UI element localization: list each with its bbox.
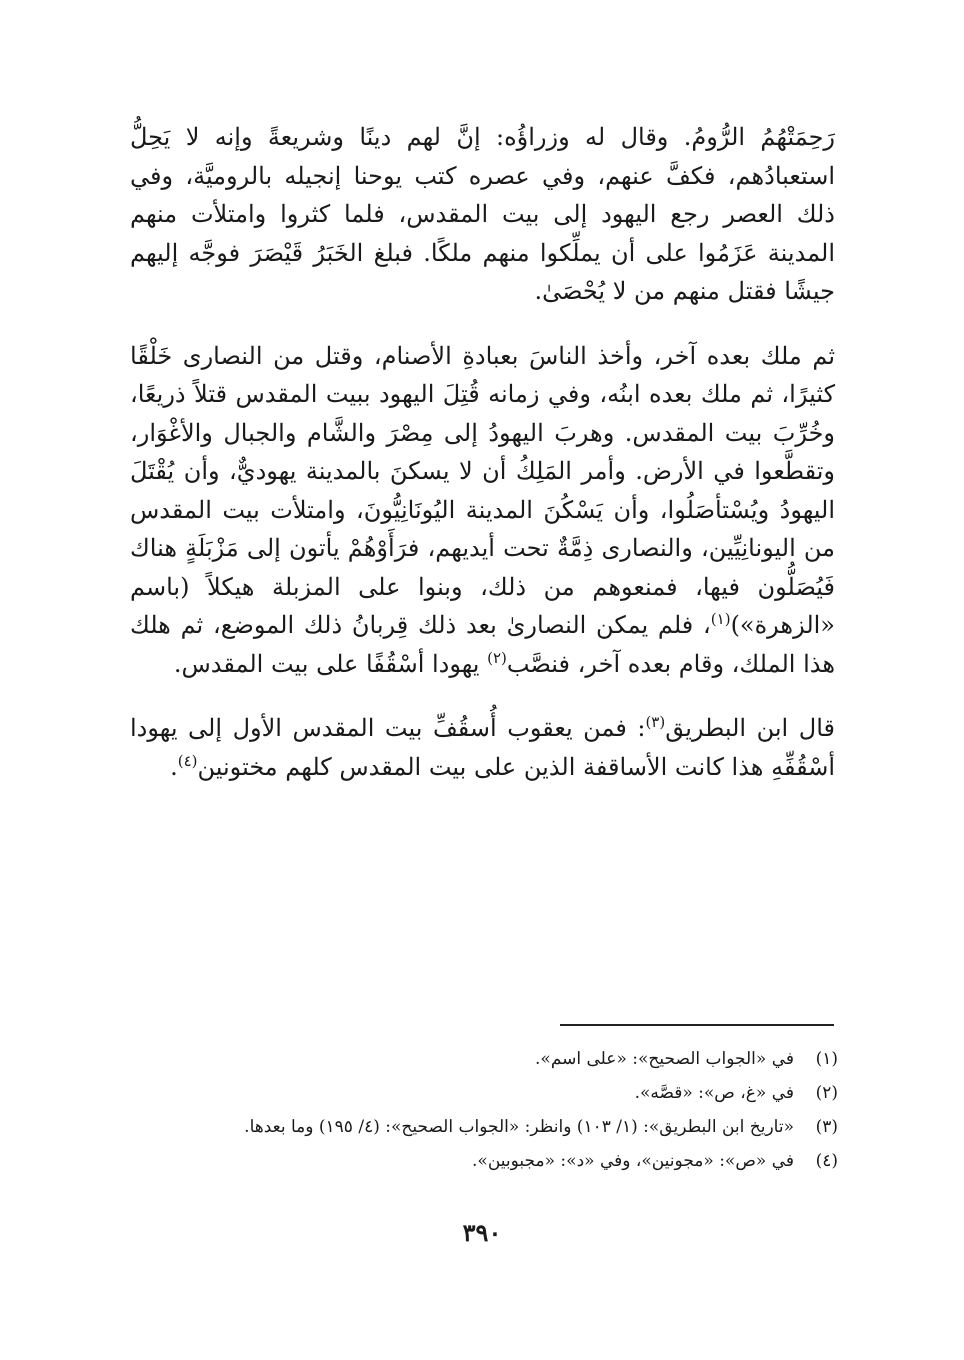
footnote-3-number: (٣) (815, 1117, 838, 1137)
footnote-4 (133, 1144, 838, 1178)
paragraph-2-text-c: يهودا أسْقُفًا على بيت المقدس. (173, 649, 488, 678)
paragraph-1-text: رَحِمَتْهُمُ الرُّومُ. وقال له وزراؤُه: إنَّ لهم دينًا وشريعةً وإنه لا يَحِلُّ استعبادُهم، فكفَّ عنهم، وفي عصره كتب يوحنا إنجيله بالروميَّة، وفي ذلك العصر رجع اليهود إلى بيت المقدس، فلما كثروا وامتلأت منهم المدينة عَزَمُوا على أن يملِّكوا منهم ملكًا. فبلغ الخَبَرُ قَيْصَرَ فوجَّه إليهم جيشًا فقتل منهم من لا يُحْصَىٰ. (130, 123, 835, 305)
footnotes (133, 1042, 838, 1178)
footnote-ref-4: (٤) (177, 751, 198, 770)
page-number: ٣٩٠ (462, 1218, 502, 1247)
footnote-4-text: في «ص»: «مجونين»، وفي «د»: «مجبوبين». (472, 1151, 794, 1171)
footnote-1-number: (١) (815, 1049, 838, 1069)
footnote-1 (133, 1042, 838, 1076)
footnote-2-number: (٢) (815, 1083, 838, 1103)
footnote-ref-3: (٣) (645, 713, 666, 731)
page-body (130, 118, 835, 786)
footnote-2-text: في «غ، ص»: «قصَّه». (634, 1083, 794, 1103)
paragraph-3 (130, 709, 835, 786)
footnote-divider (560, 1024, 834, 1026)
paragraph-3-text-c: . (170, 752, 178, 781)
paragraph-1 (130, 118, 835, 311)
footnote-ref-1: (١) (710, 610, 731, 628)
paragraph-2-text-a: ثم ملك بعده آخر، وأخذ الناسَ بعبادةِ الأصنام، وقتل من النصارى خَلْقًا كثيرًا، ثم ملك بعده ابنُه، وفي زمانه قُتِلَ اليهود ببيت المقدس قتلاً ذريعًا، وخُرِّبَ بيت المقدس. وهربَ اليهودُ إلى مِصْرَ والشَّام والجبال والأغْوَار، وتقطَّعوا في الأرض. وأمر المَلِكُ أن لا يسكنَ بالمدينة يهوديٌّ، وأن يُقْتَلَ اليهودُ ويُسْتأصَلُوا، وأن يَسْكُنَ المدينة اليُونَانِيُّونَ، وامتلأت بيت المقدس من اليونانِيِّين، والنصارى ذِمَّةٌ تحت أيديهم، فرَأَوْهُمْ يأتون إلى مَزْبَلَةٍ هناك فَيُصَلُّون فيها، فمنعوهم من ذلك، وبنوا على المزبلة هيكلاً (باسم «الزهرة») (130, 341, 835, 639)
footnote-ref-2: (٢) (487, 648, 507, 667)
footnote-1-text: في «الجواب الصحيح»: «على اسم». (535, 1049, 794, 1069)
footnote-3-text: «تاريخ ابن البطريق»: (١/ ١٠٣) وانظر: «الجواب الصحيح»: (٤/ ١٩٥) وما بعدها. (244, 1117, 794, 1137)
paragraph-2-text-b: ، فلم يمكن النصارىٰ بعد ذلك قِربانُ ذلك الموضع، ثم هلك هذا الملك، وقام بعده آخر، فنصَّب (130, 611, 835, 678)
paragraph-3-text-b: : فمن يعقوب أُسقُفِّ بيت المقدس الأول إلى يهودا أسْقُفِّهِ هذا كانت الأساقفة الذين على بيت المقدس كلهم مختونين (130, 714, 835, 781)
footnote-4-number: (٤) (815, 1151, 838, 1171)
footnote-3 (133, 1110, 838, 1144)
paragraph-2 (130, 337, 835, 684)
paragraph-3-text-a: قال ابن البطريق (665, 714, 835, 742)
footnote-2 (133, 1076, 838, 1110)
